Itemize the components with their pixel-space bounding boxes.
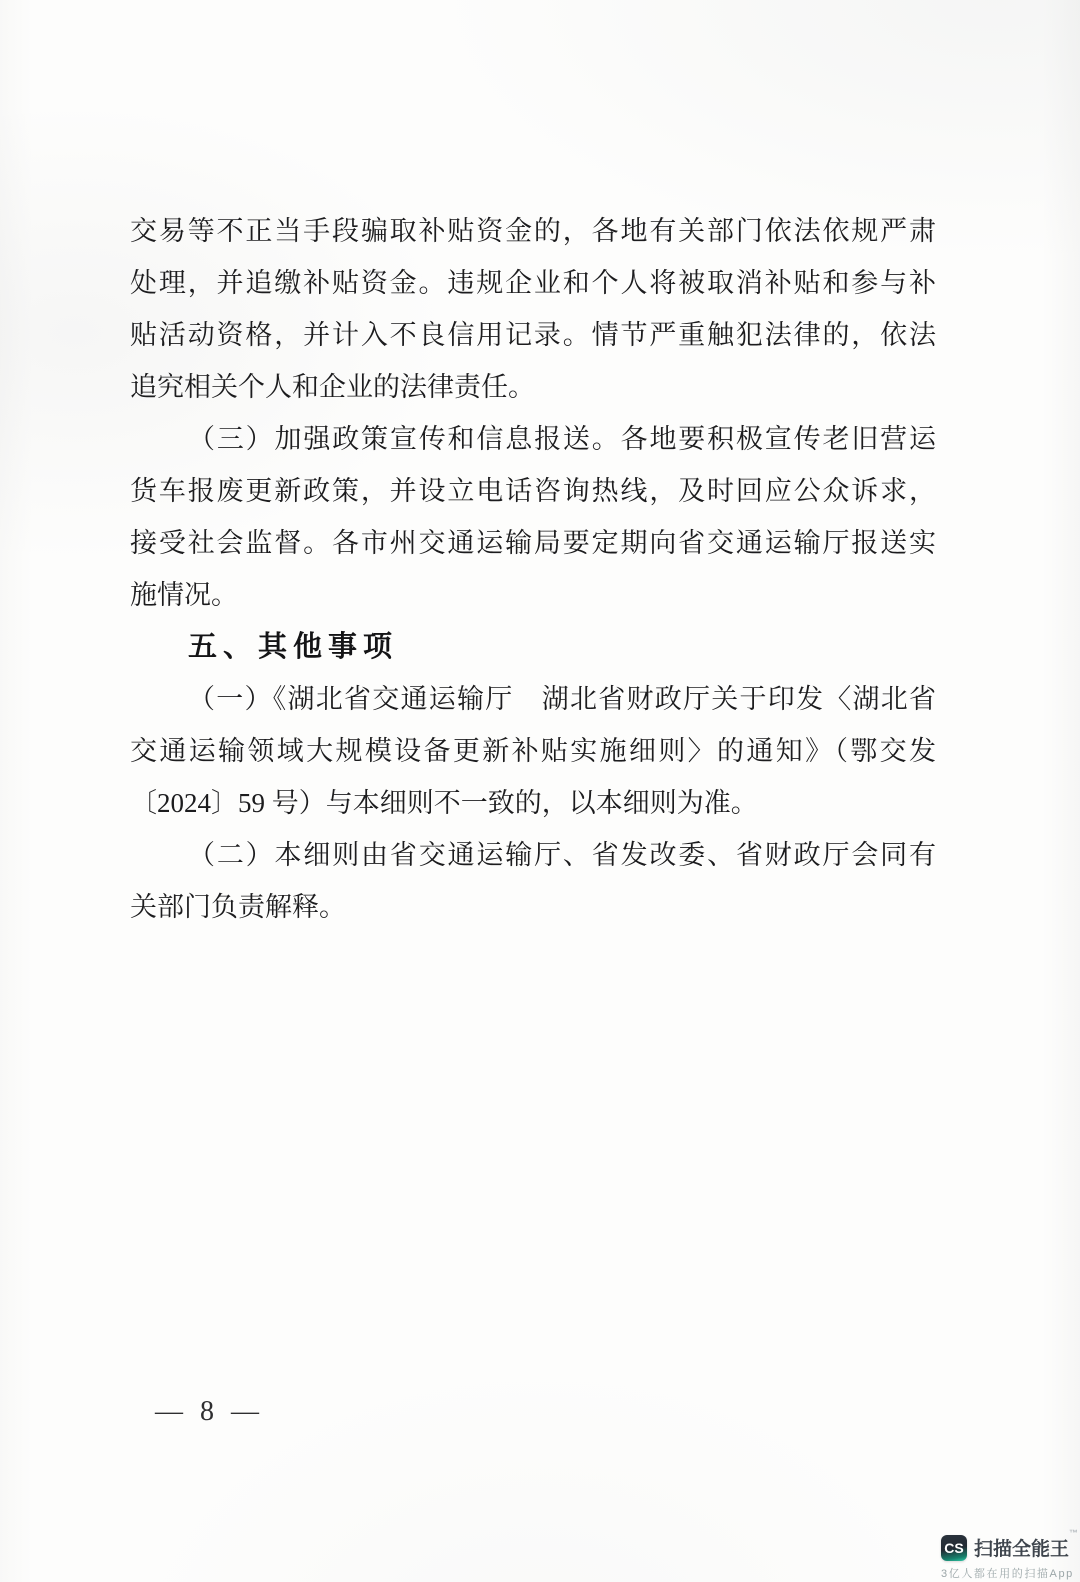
camscanner-tagline: 3亿人都在用的扫描App bbox=[941, 1568, 1074, 1580]
camscanner-watermark bbox=[941, 1528, 1079, 1581]
text-line: 处理，并追缴补贴资金。违规企业和个人将被取消补贴和参与补 bbox=[130, 268, 936, 298]
text-line: 贴活动资格，并计入不良信用记录。情节严重触犯法律的，依法 bbox=[130, 320, 936, 350]
section-heading: 五、其他事项 bbox=[188, 631, 399, 663]
text-line: （三）加强政策宣传和信息报送。各地要积极宣传老旧营运 bbox=[188, 424, 936, 454]
document-body bbox=[130, 205, 936, 933]
text-line: （二）本细则由省交通运输厅、省发改委、省财政厅会同有 bbox=[188, 840, 936, 870]
text-line: 交易等不正当手段骗取补贴资金的，各地有关部门依法依规严肃 bbox=[130, 216, 936, 246]
camscanner-watermark-row bbox=[941, 1528, 1079, 1561]
trademark-mark: ™ bbox=[1069, 1528, 1079, 1538]
text-line: 交通运输领域大规模设备更新补贴实施细则〉的通知》（鄂交发 bbox=[130, 736, 936, 766]
text-line: 追究相关个人和企业的法律责任。 bbox=[130, 372, 535, 402]
text-line: （一）《湖北省交通运输厅 湖北省财政厅关于印发〈湖北省 bbox=[188, 684, 936, 714]
page-number: — 8 — bbox=[155, 1396, 260, 1427]
text-line: 〔2024〕59 号）与本细则不一致的，以本细则为准。 bbox=[130, 788, 758, 818]
text-line: 货车报废更新政策，并设立电话咨询热线，及时回应公众诉求， bbox=[130, 476, 936, 506]
camscanner-app-name bbox=[974, 1528, 1079, 1561]
text-line: 关部门负责解释。 bbox=[130, 892, 346, 922]
text-line: 施情况。 bbox=[130, 580, 238, 610]
camscanner-logo-icon: CS bbox=[941, 1535, 967, 1561]
camscanner-app-name-text: 扫描全能王 bbox=[974, 1539, 1070, 1560]
text-line: 接受社会监督。各市州交通运输局要定期向省交通运输厅报送实 bbox=[130, 528, 936, 558]
